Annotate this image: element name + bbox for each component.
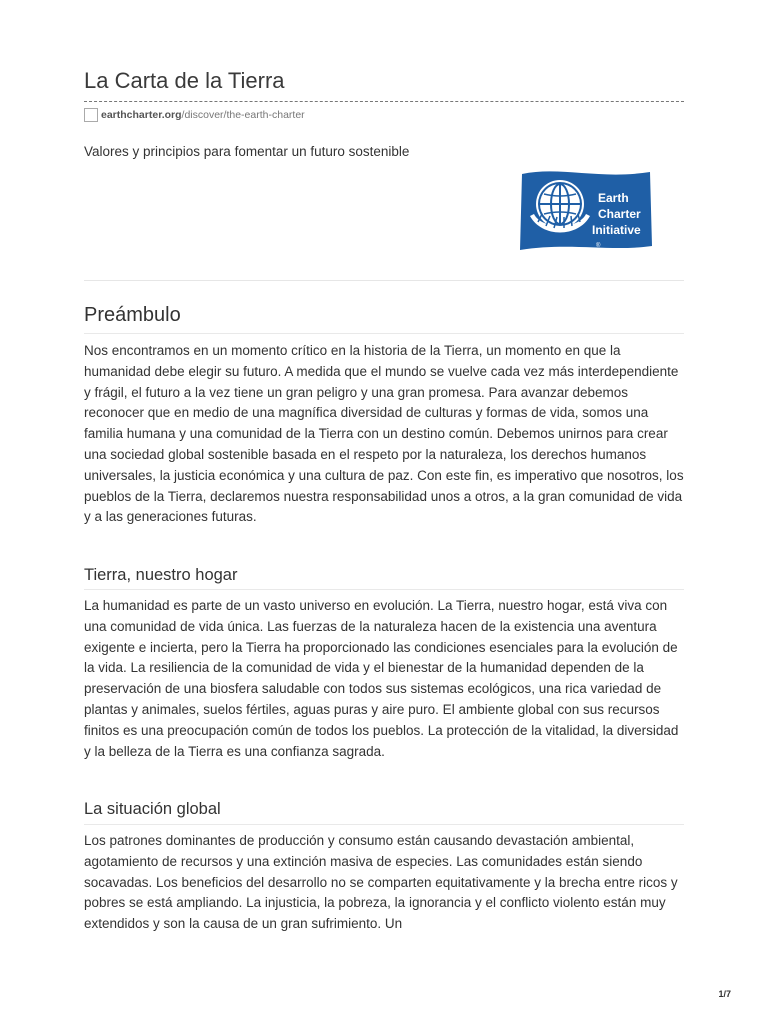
logo-text-line3: Initiative [592, 223, 641, 237]
header-divider [84, 280, 684, 281]
section-divider [84, 589, 684, 590]
logo-registered-mark: ® [596, 243, 601, 249]
section-divider [84, 333, 684, 334]
earth-charter-logo [520, 168, 682, 252]
document-subtitle: Valores y principios para fomentar un futuro sostenible [84, 144, 410, 159]
section-heading-preambulo: Preámbulo [84, 304, 181, 326]
section-heading-situacion-global: La situación global [84, 800, 221, 818]
section-body-preambulo: Nos encontramos en un momento crítico en la historia de la Tierra, un momento en que la humanidad debe elegir su futuro. A medida que el mundo se vuelve cada vez más interdependiente y frágil, el futuro a la vez tiene un gran peligro y una gran promesa. Para avanzar debemos reconocer que en medio de una magnífica diversidad de culturas y formas de vida, somos una familia humana y una comunidad de la Tierra con un destino común. Debemos unirnos para crear una sociedad global sostenible basada en el respeto por la naturaleza, los derechos humanos universales, la justicia económica y una cultura de paz. Con este fin, es imperativo que nosotros, los pueblos de la Tierra, declaremos nuestra responsabilidad unos a otros, a la gran comunidad de vida y a las generaciones futuras. [84, 343, 684, 525]
source-link[interactable] [101, 109, 305, 121]
source-domain: earthcharter.org [101, 109, 182, 121]
title-dashed-divider [84, 101, 684, 102]
favicon-icon [84, 108, 98, 122]
document-title: La Carta de la Tierra [84, 68, 285, 93]
logo-text-line1: Earth [598, 191, 629, 205]
section-body-tierra-nuestro-hogar: La humanidad es parte de un vasto universo en evolución. La Tierra, nuestro hogar, está viva con una comunidad de vida única. Las fuerzas de la naturaleza hacen de la existencia una aventura exigente e incierta, pero la Tierra ha proporcionado las condiciones esenciales para la evolución de la vida. La resiliencia de la comunidad de vida y el bienestar de la humanidad dependen de la preservación de una biosfera saludable con todos sus sistemas ecológicos, una rica variedad de plantas y animales, suelos fértiles, aguas puras y aire puro. El ambiente global con sus recursos finitos es una preocupación común de todos los pueblos. La protección de la vitalidad, la diversidad y la belleza de la Tierra es una confianza sagrada. [84, 598, 679, 759]
section-heading-tierra-nuestro-hogar: Tierra, nuestro hogar [84, 566, 238, 584]
logo-text-line2: Charter [598, 207, 641, 221]
page-number: 1/7 [718, 989, 731, 999]
section-body-situacion-global: Los patrones dominantes de producción y consumo están causando devastación ambiental, agotamiento de recursos y una extinción masiva de especies. Las comunidades están siendo socavadas. Los beneficios del desarrollo no se comparten equitativamente y la brecha entre ricos y pobres se está ampliando. La injusticia, la pobreza, la ignorancia y el conflicto violento están muy extendidos y son la causa de un gran sufrimiento. Un [84, 833, 678, 932]
globe-hands-logo-icon [520, 168, 682, 252]
section-divider [84, 824, 684, 825]
source-path: /discover/the-earth-charter [181, 109, 305, 121]
source-url-row [84, 107, 305, 123]
